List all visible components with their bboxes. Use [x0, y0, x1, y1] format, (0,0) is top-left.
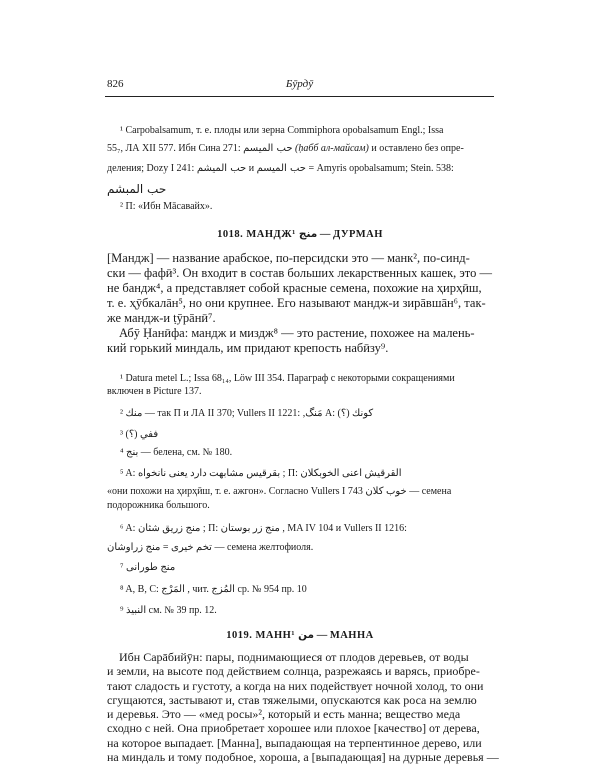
text-line: на миндаль и тому подобное, хороша, а [выпадающая] на дурные деревья — — [107, 750, 499, 765]
arabic-term: حب المیسم — [256, 163, 306, 174]
footnote-line: ¹ Carpobalsamum, т. е. плоды или зерна Commiphora opobalsamum Engl.; Issa — [120, 125, 444, 136]
text-line: сходно с ней. Она приобретает хорошее или плохое [качество] от дерева, — [107, 721, 480, 736]
footnote-line: подорожника большого. — [107, 500, 210, 511]
text-line: на которое выпадает. [Манна], выпадающая на терпентинное дерево, или — [107, 735, 482, 750]
footnote-line: деления; Dozy I 241: حب المیشم и حب المیسم = Amyris opobalsamum; Stein. 538: — [107, 163, 454, 174]
text-line: кий горький миндаль, им придают крепость набӣзу⁹. — [107, 341, 389, 355]
running-title: Бӯрдӯ — [285, 78, 314, 90]
footnote-line: ² П: «Ибн Māсавайх». — [120, 201, 213, 212]
text-line: не бандж⁴, а представляет собой красные семена, похожие на ҳирҳӣш, — [107, 281, 482, 295]
running-header — [107, 78, 492, 92]
text-line: [Мандж] — название арабское, по-персидски это — манк², по-синд- — [107, 251, 470, 265]
footnote-line: ² منك — так П и ЛА II 370; Vullers II 1221: ,مَنگ A: (؟) كونك — [120, 408, 374, 419]
footnote-line: ⁶ A: منج زريق شثان ; П: منج زر بوستان , MA IV 104 и Vullers II 1216: — [120, 523, 407, 534]
page-number: 826 — [107, 78, 124, 90]
footnote-line: ⁷ منج طورانى — [120, 562, 176, 573]
text-line: и земли, на высоте под действием солнца, разрежаясь и варясь, приобре- — [107, 664, 480, 679]
text-line: же мандж-и ṭӯрāнӣ⁷. — [107, 311, 216, 325]
arabic-term: منج — [298, 228, 318, 240]
text-line: и деревья. Это — «мед росы»², который и есть манна; вещество меда — [107, 707, 461, 722]
text-line: т. е. ҳӯбкалāн⁵, но они крупнее. Его называют мандж-и зирāвшāн⁶, так- — [107, 296, 486, 310]
footnote-line: تخم خيرى = منج زراوشان — семена желтофиоля. — [107, 542, 314, 553]
text-line: Ибн Сарāбийӯн: пары, поднимающиеся от плодов деревьев, от воды — [119, 650, 469, 664]
footnote-line: ⁹ النبيذ см. № 39 пр. 12. — [120, 605, 217, 616]
section-heading: 1018. МАНДЖ¹ منج — ДУРМАН — [217, 228, 383, 240]
text-line: сгущаются, застывают и, став тяжелыми, опускаются как роса на землю — [107, 692, 477, 707]
text-line: ски — фафӣ³. Он входит в состав больших лекарственных кашек, это — — [107, 266, 492, 280]
paragraph — [107, 251, 492, 356]
arabic-term: من — [298, 629, 315, 641]
header-rule — [105, 96, 494, 97]
paragraph — [107, 650, 499, 765]
section-heading: 1019. МАНН¹ من — МАННА — [226, 629, 374, 641]
text-line: тают сладость и густоту, а когда на них подействует ночной холод, то они — [107, 678, 484, 693]
footnote-line: ¹ Datura metel L.; Issa 68₁₄, Löw III 354. Параграф с некоторыми сокращениями — [120, 373, 455, 384]
footnote-line: «они похожи на ҳирҳӣш, т. е. ажгон». Согласно Vullers I 743 خوب كلان — семена — [107, 486, 452, 497]
arabic-term: حب المبشم — [107, 182, 167, 196]
footnote-line: ⁸ A, B, C: المَرْج , чит. المُزج ср. № 954 пр. 10 — [120, 584, 307, 595]
arabic-term: حب المیسم — [243, 143, 293, 154]
footnote-line: ³ ففي (؟) — [120, 429, 159, 440]
footnote-line: включен в Picture 137. — [107, 386, 202, 397]
footnote-line: 55₇, ЛА XII 577. Ибн Сина 271: حب المیسم (ḥабб ал-майсам) и оставлено без опре- — [107, 143, 464, 154]
footnote-line: ⁴ بنج — белена, см. № 180. — [120, 447, 233, 458]
text-line: Абӯ Ḥанӣфа: мандж и миздж⁸ — это растение, похожее на малень- — [119, 326, 475, 340]
arabic-term: حب المیشم — [196, 163, 247, 174]
footnote-line: ⁵ A: بقرقيس مشابهت دارد يعنى نانخواه ; П: القرقيش اعنى الخوبكلان — [120, 468, 402, 479]
